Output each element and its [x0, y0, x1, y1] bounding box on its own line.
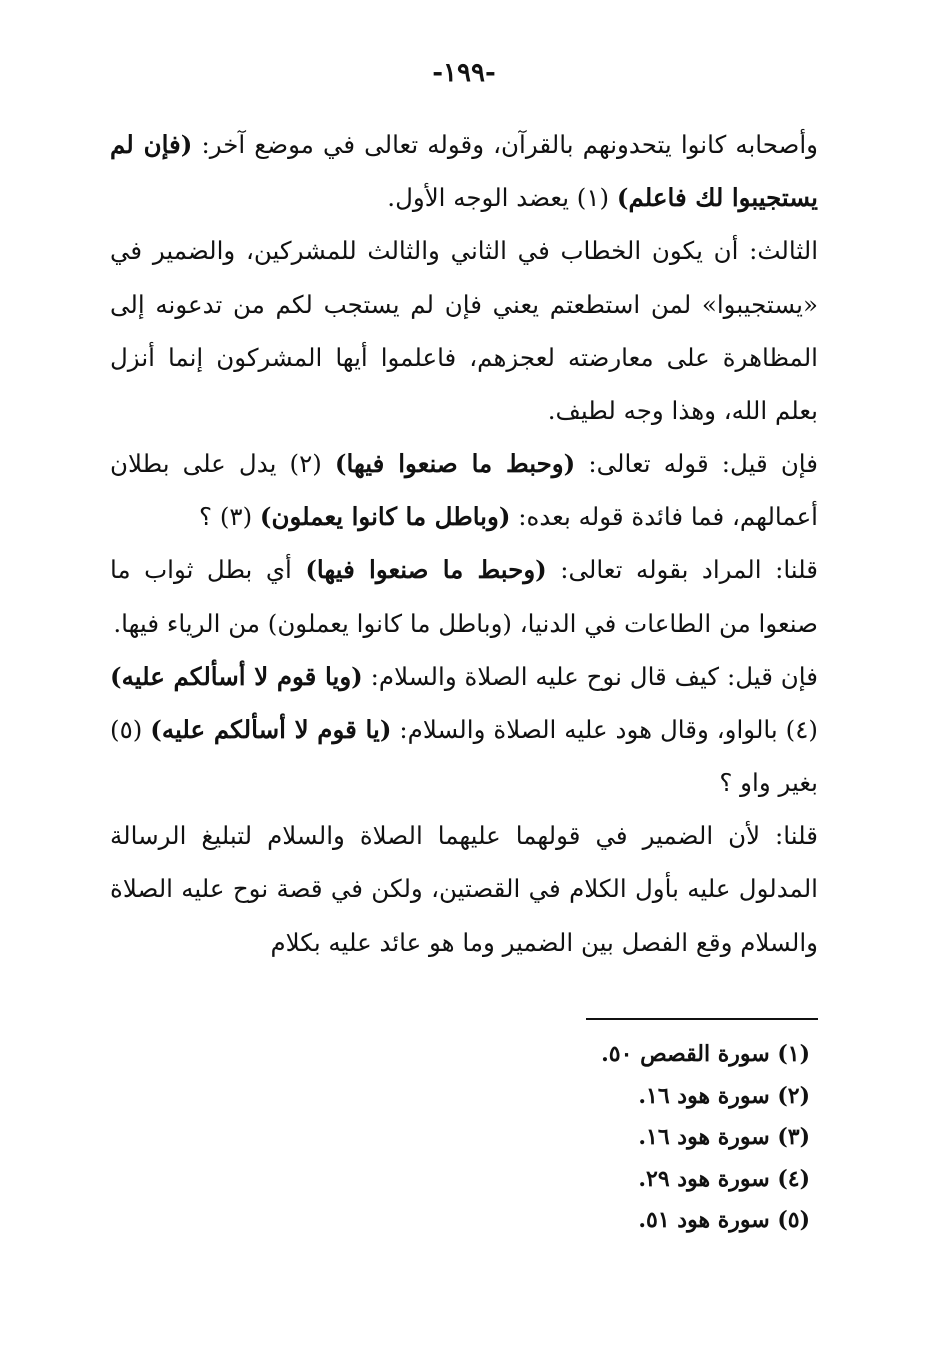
footnote-1: (١) سورة القصص ٥٠. [601, 1041, 810, 1067]
body-text [110, 118, 818, 969]
quran-quote: (يا قوم لا أسألكم عليه) [150, 714, 392, 744]
paragraph-2 [110, 224, 818, 437]
text-run: الثالث: أن يكون الخطاب في الثاني والثالث للمشركين، والضمير في «يستجيبوا» لمن استطعتم يعني فإن لم يستجب لكم من تدعونه إلى المظاهرة على معارضته لعجزهم، فاعلموا أيها المشركون إنما أنزل بعلم الله، وهذا وجه لطيف. [110, 236, 818, 425]
footnote-4: (٤) سورة هود ٢٩. [638, 1165, 810, 1192]
quran-quote: (وحبط ما صنعوا فيها) [305, 555, 547, 585]
text-run: فإن قيل: قوله تعالى: [575, 449, 818, 479]
footnote-2: (٢) سورة هود ١٦. [638, 1082, 810, 1109]
paragraph-5 [110, 650, 818, 810]
text-run: (١) يعضد الوجه الأول. [387, 183, 617, 213]
quran-quote: (وباطل ما كانوا يعملون) [259, 502, 511, 532]
footnote-3: (٣) سورة هود ١٦. [638, 1124, 810, 1150]
paragraph-3 [110, 437, 818, 543]
quran-quote: (وحبط ما صنعوا فيها) [334, 449, 576, 479]
page-number: -١٩٩- [432, 58, 496, 88]
text-run: (٤) بالواو، وقال هود عليه الصلاة والسلام: [391, 714, 818, 744]
quran-quote: (فإن لم يستجيبوا لك فاعلم) [110, 130, 818, 213]
footnote-divider [586, 1018, 818, 1020]
paragraph-4 [110, 543, 818, 649]
footnotes [490, 1034, 810, 1242]
paragraph-1 [110, 118, 818, 224]
text-run: (٣) ؟ [199, 502, 260, 532]
text-run: أي بطل ثواب ما صنعوا من الطاعات في الدنيا، (وباطل ما كانوا يعملون) من الرياء فيها. [110, 555, 818, 638]
paragraph-6 [110, 809, 818, 969]
text-run: (٥) بغير واو ؟ [110, 714, 818, 798]
text-run: قلنا: المراد بقوله تعالى: [546, 555, 818, 585]
text-run: قلنا: لأن الضمير في قولهما عليهما الصلاة والسلام لتبليغ الرسالة المدلول عليه بأول الكلام في القصتين، ولكن في قصة نوح عليه الصلاة والسلام وقع الفصل بين الضمير وما هو عائد عليه بكلام [110, 821, 818, 957]
text-run: (٢) يدل على بطلان أعمالهم، فما فائدة قوله بعده: [110, 449, 818, 532]
text-run: فإن قيل: كيف قال نوح عليه الصلاة والسلام: [362, 661, 818, 691]
text-run: وأصحابه كانوا يتحدونهم بالقرآن، وقوله تعالى في موضع آخر: [192, 130, 818, 159]
quran-quote: (ويا قوم لا أسألكم عليه) [110, 661, 363, 691]
footnote-5: (٥) سورة هود ٥١. [638, 1207, 810, 1233]
